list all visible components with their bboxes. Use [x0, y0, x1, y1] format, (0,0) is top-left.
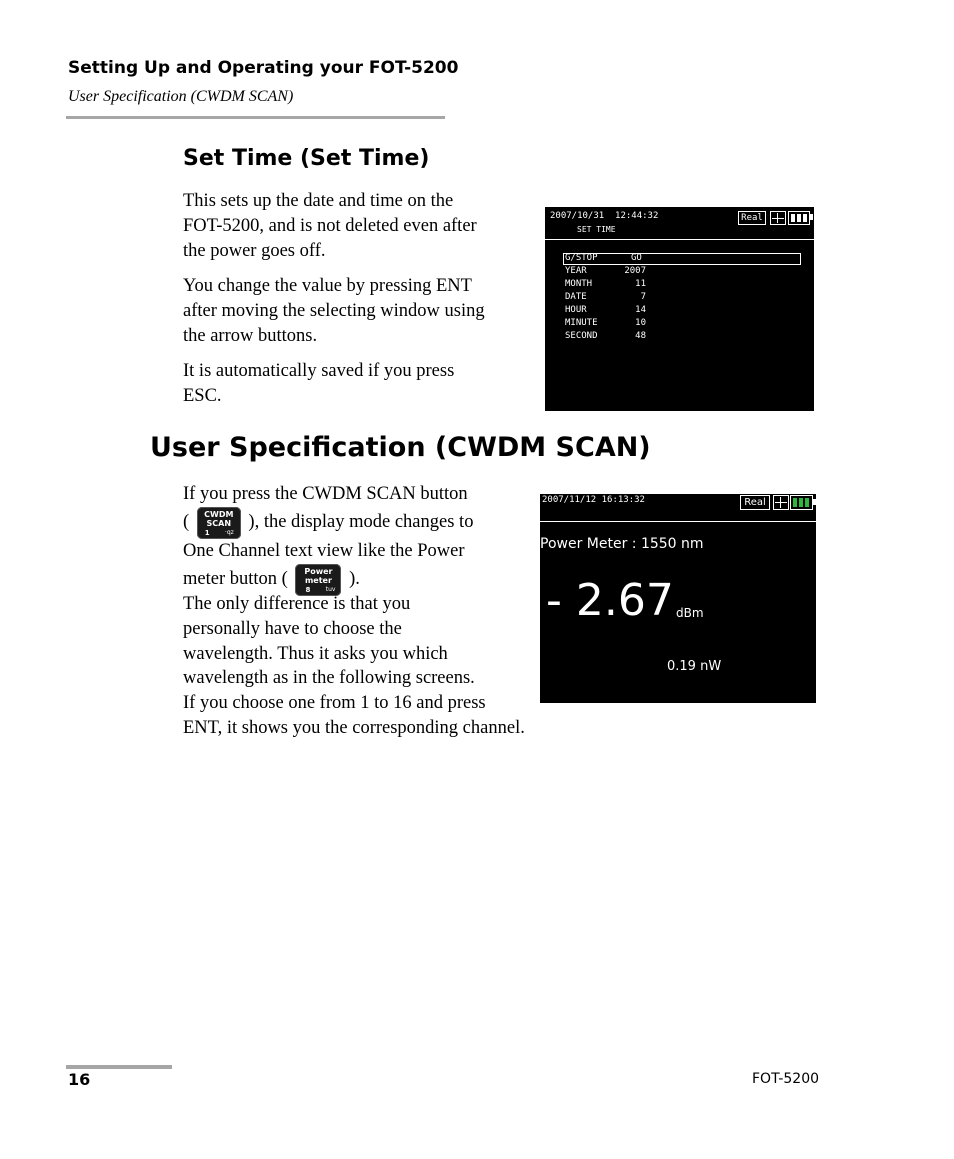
row-label: G/STOP: [565, 253, 598, 263]
power-reading: - 2.67: [546, 575, 674, 626]
row-value: 14: [635, 305, 646, 315]
button-number: 8: [305, 585, 311, 594]
mode-label: Power Meter : 1550 nm: [540, 536, 704, 552]
power-meter-button-icon: [295, 564, 341, 596]
screen-divider: [545, 239, 814, 240]
screen-divider: [540, 521, 816, 522]
cwdm-scan-heading: User Specification (CWDM SCAN): [150, 432, 651, 463]
button-number: 1: [204, 528, 210, 537]
text-line: It is automatically saved if you press: [183, 361, 455, 381]
text-line: [183, 564, 533, 596]
text-line: [183, 507, 533, 539]
footer-rule: [66, 1065, 172, 1069]
running-header-subtitle: User Specification (CWDM SCAN): [68, 88, 294, 105]
cwdm-paragraph-1: [183, 482, 533, 596]
row-label: HOUR: [565, 305, 587, 315]
footer-product-name: FOT-5200: [752, 1071, 820, 1087]
button-letters: tuv: [325, 585, 336, 593]
text-line: personally have to choose the: [183, 618, 402, 639]
plus-icon: [773, 495, 789, 510]
row-label: SECOND: [565, 331, 598, 341]
text-fragment: ), the display mode changes to: [248, 511, 474, 532]
set-time-heading: Set Time (Set Time): [183, 146, 430, 171]
row-label: DATE: [565, 292, 587, 302]
battery-icon: [790, 495, 813, 510]
row-value: 2007: [624, 266, 646, 276]
header-rule: [66, 116, 445, 119]
row-value: 7: [640, 292, 646, 302]
text-line: If you choose one from 1 to 16 and press: [183, 693, 486, 714]
real-label: Real: [740, 495, 770, 510]
screen-datetime: 2007/10/31 12:44:32: [550, 211, 659, 221]
set-time-paragraph-1: [183, 189, 528, 263]
battery-tip: [810, 214, 813, 220]
text-line: The only difference is that you: [183, 594, 411, 614]
text-line: FOT-5200, and is not deleted even after: [183, 215, 477, 236]
text-line: after moving the selecting window using: [183, 300, 485, 321]
text-line: ESC.: [183, 385, 222, 406]
text-fragment: meter button (: [183, 568, 288, 589]
row-value: GO: [631, 253, 642, 263]
screen-title: SET TIME: [577, 225, 616, 234]
plus-icon: [770, 211, 786, 225]
screen-datetime: 2007/11/12 16:13:32: [542, 495, 645, 505]
row-label: YEAR: [565, 266, 587, 276]
cwdm-scan-button-icon: [197, 507, 241, 539]
row-label: MINUTE: [565, 318, 598, 328]
page-number: 16: [68, 1070, 91, 1089]
set-time-paragraph-2: [183, 274, 528, 348]
text-fragment: (: [183, 511, 190, 532]
battery-tip: [813, 499, 816, 505]
text-line: wavelength. Thus it asks you which: [183, 643, 448, 664]
button-text: SCAN: [206, 518, 232, 528]
button-text: Power: [304, 566, 333, 576]
text-line: ENT, it shows you the corresponding channel.: [183, 717, 525, 738]
text-line: wavelength as in the following screens.: [183, 668, 475, 689]
set-time-paragraph-3: [183, 359, 528, 409]
row-value: 10: [635, 318, 646, 328]
power-secondary-reading: 0.19 nW: [667, 659, 722, 674]
button-text: CWDM: [204, 509, 234, 519]
text-line: This sets up the date and time on the: [183, 191, 454, 211]
text-line: the power goes off.: [183, 240, 326, 261]
selection-window: [563, 253, 801, 265]
button-letters: ·qz: [224, 528, 234, 536]
power-unit: dBm: [676, 606, 704, 620]
row-value: 48: [635, 331, 646, 341]
real-label: Real: [738, 211, 766, 225]
text-line: You change the value by pressing ENT: [183, 276, 472, 296]
row-value: 11: [635, 279, 646, 289]
button-text: meter: [304, 575, 332, 585]
text-line: If you press the CWDM SCAN button: [183, 484, 468, 504]
row-label: MONTH: [565, 279, 593, 289]
text-line: One Channel text view like the Power: [183, 540, 465, 561]
cwdm-paragraph-2: [183, 592, 583, 741]
battery-icon: [788, 211, 810, 225]
running-header-title: Setting Up and Operating your FOT-5200: [68, 58, 459, 78]
set-time-screen: [545, 207, 814, 411]
text-line: the arrow buttons.: [183, 325, 318, 346]
power-meter-screen: [540, 494, 816, 703]
text-fragment: ).: [349, 568, 360, 589]
